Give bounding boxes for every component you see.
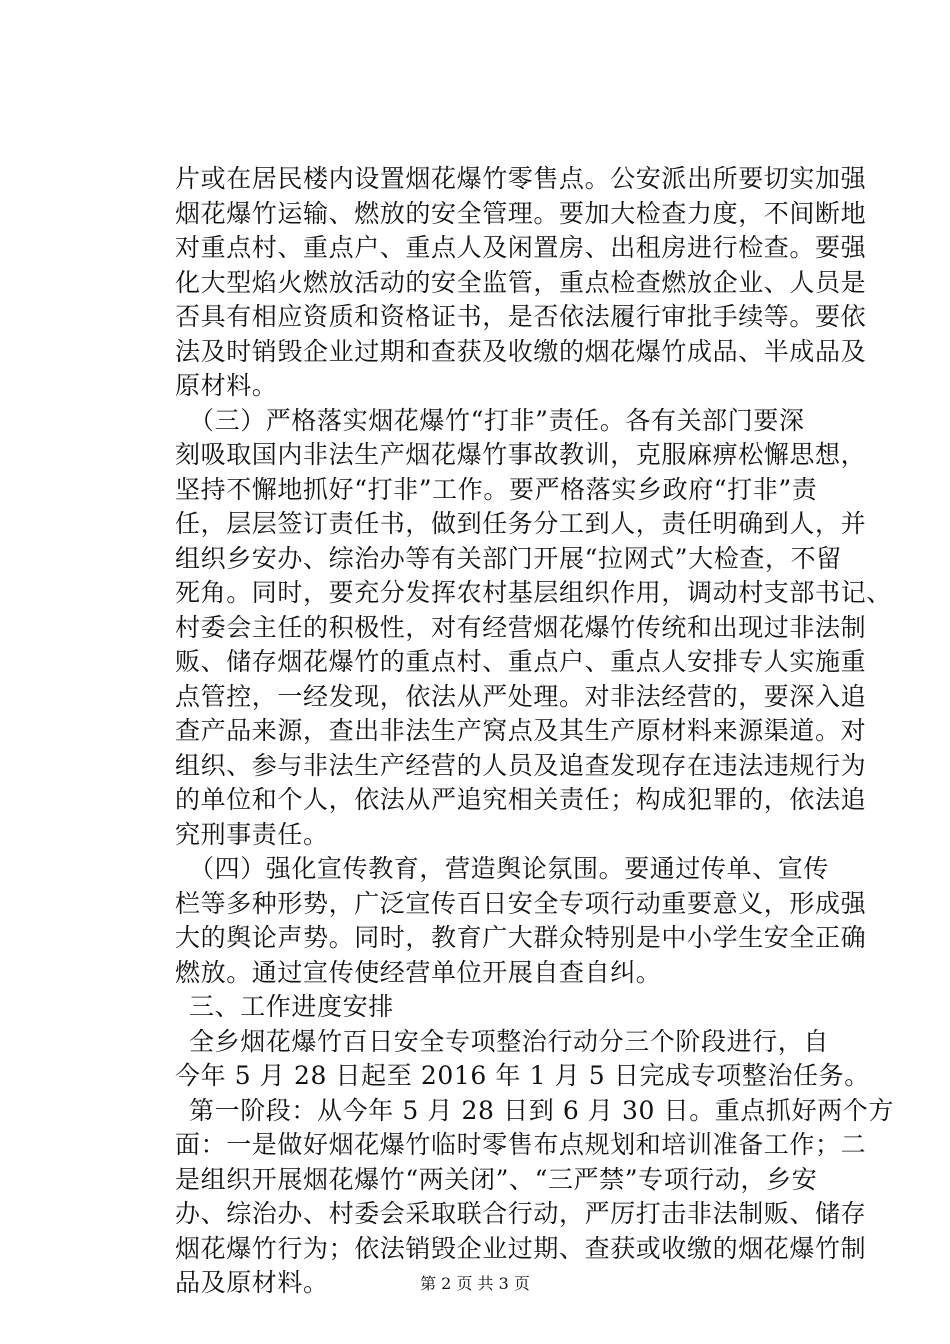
document-body bbox=[175, 162, 895, 1301]
text-line: 死角。同时，要充分发挥农村基层组织作用，调动村支部书记、 bbox=[175, 578, 892, 607]
text-line: 刻吸取国内非法生产烟花爆竹事故教训，克服麻痹松懈思想， bbox=[175, 440, 867, 469]
text-line: 片或在居民楼内设置烟花爆竹零售点。公安派出所要切实加强 bbox=[175, 164, 867, 193]
text-line: 今年 5 月 28 日起至 2016 年 1 月 5 日完成专项整治任务。 bbox=[175, 1061, 870, 1090]
text-line: 第一阶段：从今年 5 月 28 日到 6 月 30 日。重点抓好两个方 bbox=[189, 1095, 895, 1125]
text-line: 组织乡安办、综治办等有关部门开展“拉网式”大检查，不留 bbox=[175, 543, 842, 573]
text-line: 燃放。通过宣传使经营单位开展自查自纠。 bbox=[175, 957, 662, 987]
text-line: 全乡烟花爆竹百日安全专项整治行动分三个阶段进行，自 bbox=[189, 1026, 830, 1056]
text-line: 法及时销毁企业过期和查获及收缴的烟花爆竹成品、半成品及 bbox=[175, 336, 867, 366]
text-line: 否具有相应资质和资格证书，是否依法履行审批手续等。要依 bbox=[175, 302, 867, 331]
text-line: 办、综治办、村委会采取联合行动，严厉打击非法制贩、储存 bbox=[175, 1199, 867, 1228]
page-number-footer: 第 2 页 共 3 页 bbox=[420, 1274, 530, 1293]
text-line: 面：一是做好烟花爆竹临时零售布点规划和培训准备工作；二 bbox=[175, 1130, 867, 1159]
text-line: 坚持不懈地抓好“打非”工作。要严格落实乡政府“打非”责 bbox=[175, 474, 818, 504]
text-line: 查产品来源，查出非法生产窝点及其生产原材料来源渠道。对 bbox=[175, 716, 867, 745]
text-line: 品及原材料。 bbox=[175, 1268, 329, 1297]
text-line: 贩、储存烟花爆竹的重点村、重点户、重点人安排专人实施重 bbox=[175, 647, 867, 676]
text-line: 是组织开展烟花爆竹“两关闭”、“三严禁”专项行动，乡安 bbox=[175, 1164, 818, 1194]
section-three-heading-line: （三）严格落实烟花爆竹“打非”责任。各有关部门要深 bbox=[189, 405, 805, 435]
text-line: 大的舆论声势。同时，教育广大群众特别是中小学生安全正确 bbox=[175, 923, 867, 952]
text-line: 栏等多种形势，广泛宣传百日安全专项行动重要意义，形成强 bbox=[175, 888, 867, 918]
text-line: 究刑事责任。 bbox=[175, 819, 329, 849]
section-heading-schedule: 三、工作进度安排 bbox=[189, 992, 394, 1021]
text-line: 烟花爆竹行为；依法销毁企业过期、查获或收缴的烟花爆竹制 bbox=[175, 1233, 867, 1263]
text-line: 任，层层签订责任书，做到任务分工到人，责任明确到人，并 bbox=[175, 509, 867, 538]
text-line: 原材料。 bbox=[175, 371, 278, 400]
text-line: 村委会主任的积极性，对有经营烟花爆竹传统和出现过非法制 bbox=[175, 612, 867, 642]
text-line: 点管控，一经发现，依法从严处理。对非法经营的，要深入追 bbox=[175, 681, 867, 711]
text-line: 的单位和个人，依法从严追究相关责任；构成犯罪的，依法追 bbox=[175, 785, 867, 814]
section-four-heading-line: （四）强化宣传教育，营造舆论氛围。要通过传单、宣传 bbox=[189, 854, 830, 883]
text-line: 组织、参与非法生产经营的人员及追查发现存在违法违规行为 bbox=[175, 750, 867, 780]
text-line: 化大型焰火燃放活动的安全监管，重点检查燃放企业、人员是 bbox=[175, 267, 867, 297]
text-line: 烟花爆竹运输、燃放的安全管理。要加大检查力度，不间断地 bbox=[175, 198, 867, 228]
text-line: 对重点村、重点户、重点人及闲置房、出租房进行检查。要强 bbox=[175, 233, 867, 262]
